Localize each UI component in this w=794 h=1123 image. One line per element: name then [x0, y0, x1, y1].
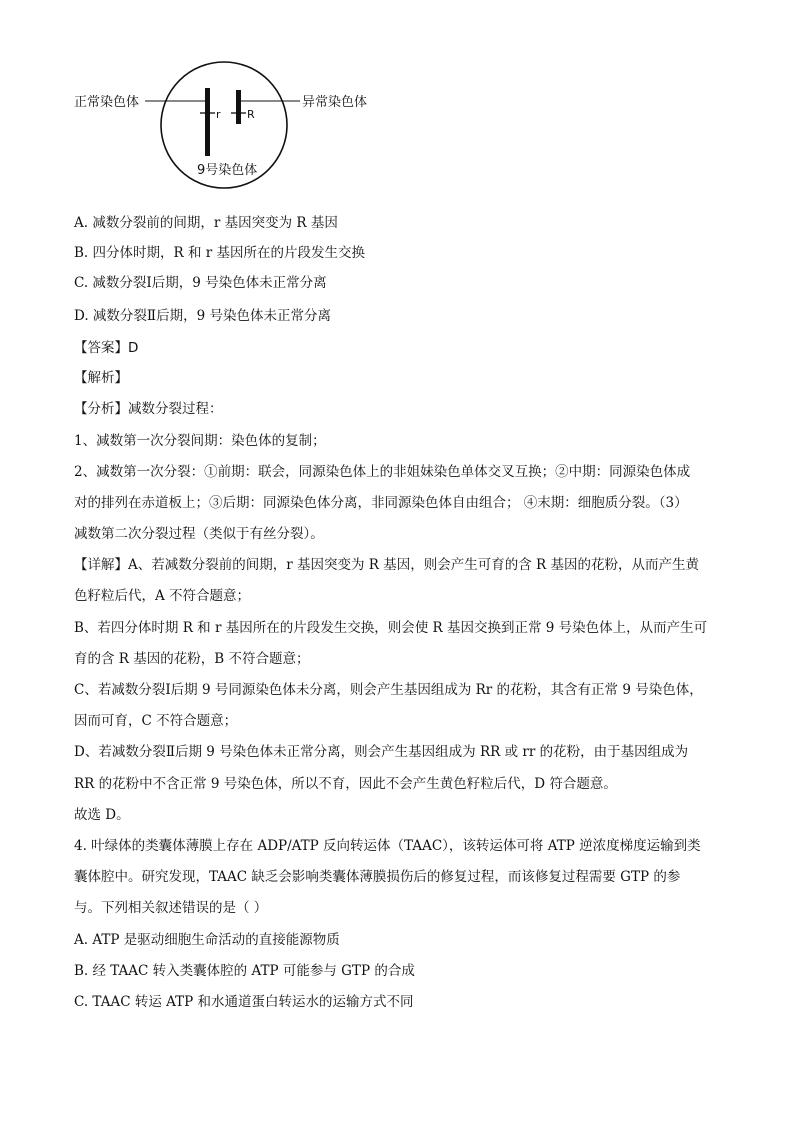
detail-line-3: B、若四分体时期 R 和 r 基因所在的片段发生交换，则会使 R 基因交换到正常 9 号染色体上，从而产生可 — [74, 620, 708, 636]
detail-line-9: 故选 D。 — [74, 807, 130, 823]
analysis-line-2: 1、减数第一次分裂间期：染色体的复制； — [74, 433, 326, 449]
detail-line-2: 色籽粒后代，A 不符合题意； — [74, 588, 251, 604]
detail-line-5: C、若减数分裂Ⅰ后期 9 号同源染色体未分离，则会产生基因组成为 Rr 的花粉，其含有正常 9 号染色体， — [74, 682, 703, 698]
normal-chromosome — [205, 88, 210, 156]
question-4-option-a: A. ATP 是驱动细胞生命活动的直接能源物质 — [74, 932, 340, 948]
detail-line-8: RR 的花粉中不含正常 9 号染色体，所以不育，因此不会产生黄色籽粒后代，D 符合题意。 — [74, 776, 617, 792]
option-d: D. 减数分裂Ⅱ后期，9 号染色体未正常分离 — [74, 308, 331, 324]
question-4-line-2: 囊体腔中。研究发现，TAAC 缺乏会影响类囊体薄膜损伤后的修复过程，而该修复过程需要 GTP 的参 — [74, 869, 681, 885]
label-normal-chromosome: 正常染色体 — [74, 95, 140, 110]
option-b: B. 四分体时期，R 和 r 基因所在的片段发生交换 — [74, 245, 365, 261]
analysis-line-5: 减数第二次分裂过程（类似于有丝分裂）。 — [74, 526, 324, 542]
detail-line-6: 因而可育，C 不符合题意； — [74, 713, 238, 729]
option-c: C. 减数分裂Ⅰ后期，9 号染色体未正常分离 — [74, 275, 327, 291]
analysis-line-4: 对的排列在赤道板上；③后期：同源染色体分离，非同源染色体自由组合； ④末期：细胞质分裂。（3） — [74, 495, 688, 511]
gene-r-label: r — [216, 108, 221, 121]
question-4-option-c: C. TAAC 转运 ATP 和水通道蛋白转运水的运输方式不同 — [74, 994, 414, 1010]
label-abnormal-chromosome: 异常染色体 — [302, 95, 368, 110]
detail-line-1: 【详解】A、若减数分裂前的间期，r 基因突变为 R 基因，则会产生可育的含 R 基因的花粉，从而产生黄 — [74, 557, 699, 573]
question-4-line-3: 与。下列相关叙述错误的是（ ） — [74, 900, 268, 916]
question-4-option-b: B. 经 TAAC 转入类囊体腔的 ATP 可能参与 GTP 的合成 — [74, 963, 415, 979]
answer-label: 【答案】D — [74, 340, 139, 356]
gene-R-label: R — [247, 108, 255, 121]
diagram-caption: 9号染色体 — [197, 163, 258, 178]
question-4-line-1: 4. 叶绿体的类囊体薄膜上存在 ADP/ATP 反向转运体（TAAC），该转运体可将 ATP 逆浓度梯度运输到类 — [74, 838, 701, 854]
analysis-line-3: 2、减数第一次分裂：①前期：联会，同源染色体上的非姐妹染色单体交叉互换；②中期：同源染色体成 — [74, 464, 691, 480]
analysis-line-1: 【分析】减数分裂过程： — [74, 401, 223, 417]
option-a: A. 减数分裂前的间期，r 基因突变为 R 基因 — [74, 215, 338, 231]
detail-line-7: D、若减数分裂Ⅱ后期 9 号染色体未正常分离，则会产生基因组成为 RR 或 rr 的花粉，由于基因组成为 — [74, 744, 689, 760]
chromosome-diagram — [0, 0, 794, 200]
abnormal-chromosome — [236, 90, 241, 124]
analysis-title: 【解析】 — [74, 370, 128, 386]
detail-line-4: 育的含 R 基因的花粉，B 不符合题意； — [74, 651, 310, 667]
